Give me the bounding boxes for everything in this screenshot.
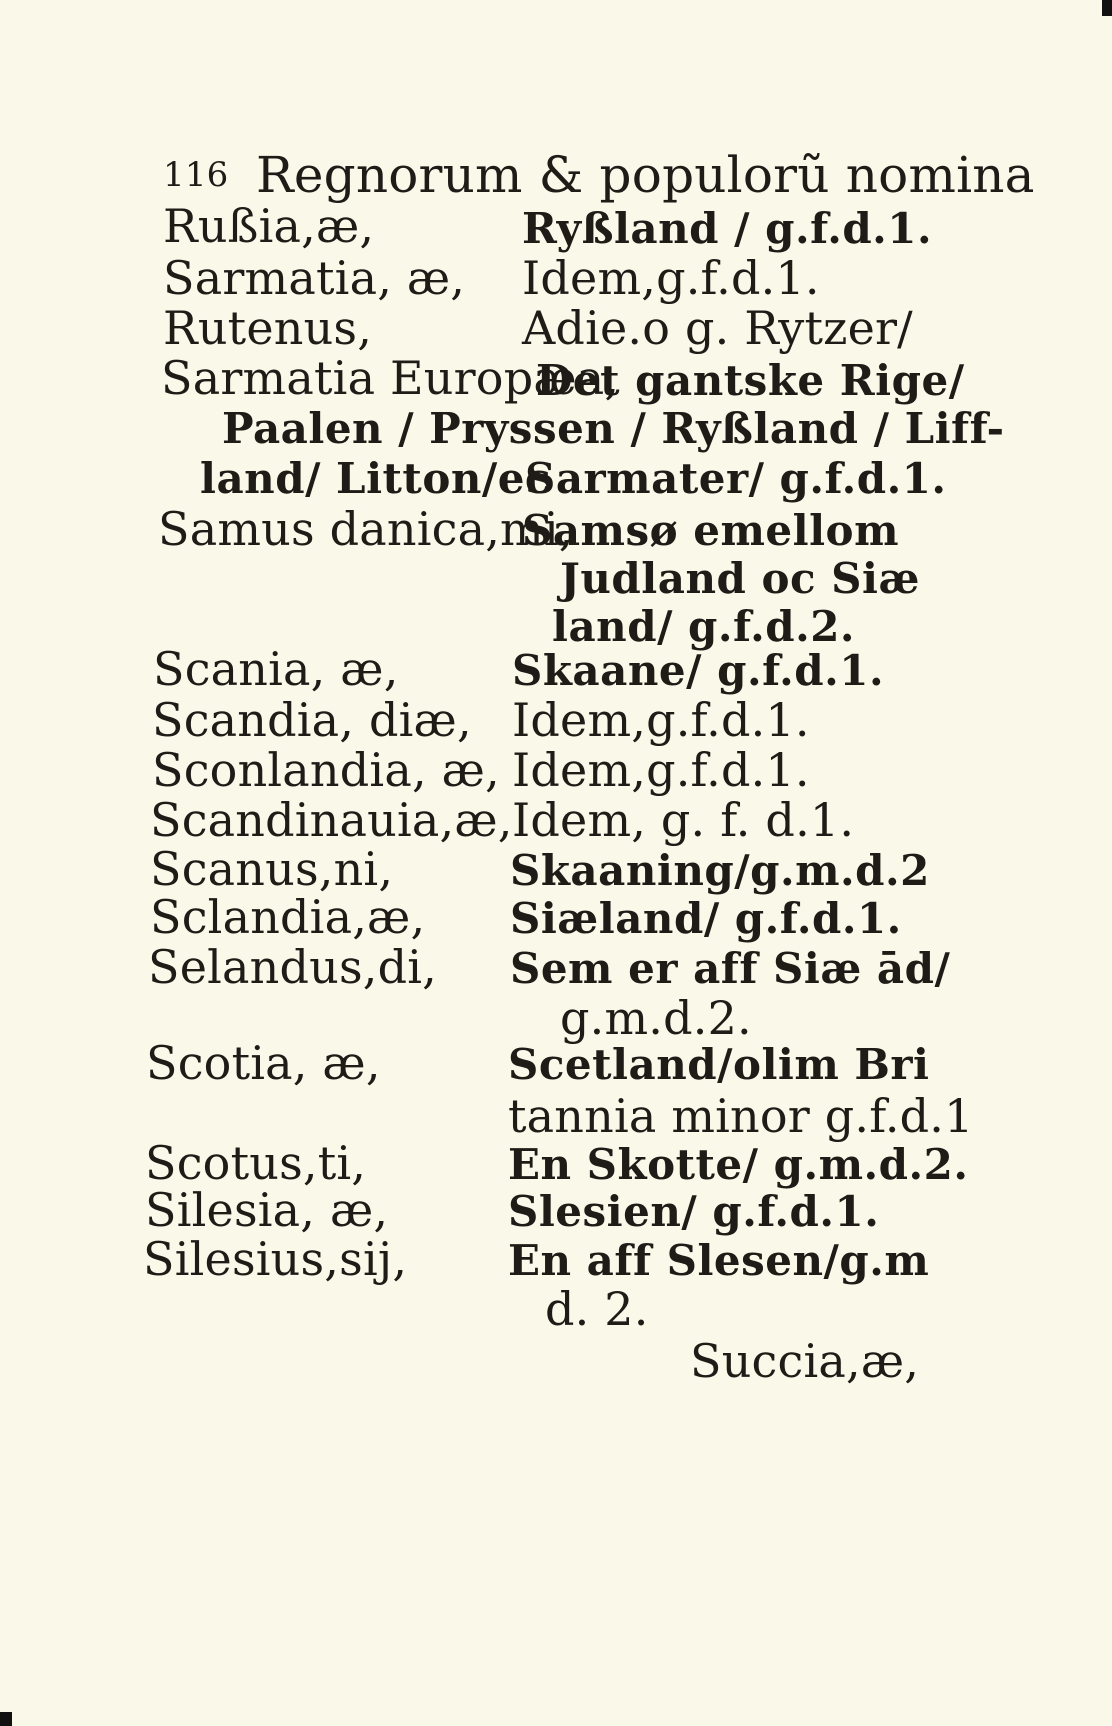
- vernacular-entry: Scetland/olim Bri: [508, 1040, 930, 1089]
- vernacular-entry: Siæland/ g.f.d.1.: [510, 894, 902, 943]
- vernacular-entry: Judland oc Siæ: [560, 554, 920, 603]
- latin-entry: Sconlandia, æ,: [152, 743, 500, 797]
- vernacular-entry: Det gantske Rige/: [536, 356, 965, 405]
- latin-entry: Scotia, æ,: [146, 1036, 381, 1090]
- vernacular-entry: Skaane/ g.f.d.1.: [512, 646, 885, 695]
- vernacular-entry: Ryßland / g.f.d.1.: [522, 204, 933, 253]
- latin-entry: Sarmatia Europæa,: [161, 351, 620, 405]
- vernacular-entry: En Skotte/ g.m.d.2.: [508, 1140, 969, 1189]
- vernacular-entry: land/ Litton/ec: [200, 454, 552, 503]
- latin-entry: Sarmatia, æ,: [163, 251, 466, 305]
- vernacular-entry: Samsø emellom: [522, 506, 900, 555]
- latin-entry: Silesius,sij,: [143, 1232, 408, 1286]
- scan-edge-mark: [0, 1712, 12, 1726]
- latin-entry: Silesia, æ,: [145, 1183, 389, 1237]
- catchword: Succia,æ,: [690, 1334, 920, 1388]
- vernacular-entry: land/ g.f.d.2.: [552, 602, 856, 651]
- vernacular-entry: En aff Slesen/g.m: [508, 1236, 930, 1285]
- latin-entry: Sclandia,æ,: [150, 890, 426, 944]
- vernacular-entry: Adie.o g. Rytzer/: [522, 301, 913, 355]
- latin-entry: Scanus,ni,: [150, 842, 394, 896]
- vernacular-entry: Idem, g. f. d.1.: [512, 793, 855, 847]
- latin-entry: Rußia,æ,: [163, 199, 375, 253]
- scan-edge-mark: [1102, 0, 1112, 16]
- running-header: Regnorum & populorũ nomina: [256, 146, 1035, 204]
- vernacular-entry: Sem er aff Siæ ād/: [510, 944, 951, 993]
- latin-entry: Scania, æ,: [153, 642, 399, 696]
- vernacular-entry: d. 2.: [545, 1282, 649, 1336]
- page-number: 116: [163, 155, 229, 195]
- latin-entry: Samus danica,mi,: [158, 502, 574, 556]
- latin-entry: Scandia, diæ,: [152, 693, 472, 747]
- vernacular-entry: Idem,g.f.d.1.: [522, 251, 820, 305]
- vernacular-entry: Slesien/ g.f.d.1.: [508, 1187, 880, 1236]
- vernacular-entry: Idem,g.f.d.1.: [512, 743, 810, 797]
- vernacular-entry: Skaaning/g.m.d.2: [510, 846, 930, 895]
- latin-entry: Selandus,di,: [148, 940, 437, 994]
- vernacular-entry: g.m.d.2.: [560, 991, 752, 1045]
- latin-entry: Scotus,ti,: [145, 1136, 367, 1190]
- vernacular-entry: Sarmater/ g.f.d.1.: [525, 454, 947, 503]
- latin-entry: Scandinauia,æ,: [150, 793, 513, 847]
- latin-entry: Rutenus,: [163, 301, 373, 355]
- vernacular-entry: Idem,g.f.d.1.: [512, 693, 810, 747]
- vernacular-entry: tannia minor g.f.d.1: [508, 1089, 974, 1143]
- vernacular-entry: Paalen / Pryssen / Ryßland / Liff-: [222, 404, 1005, 453]
